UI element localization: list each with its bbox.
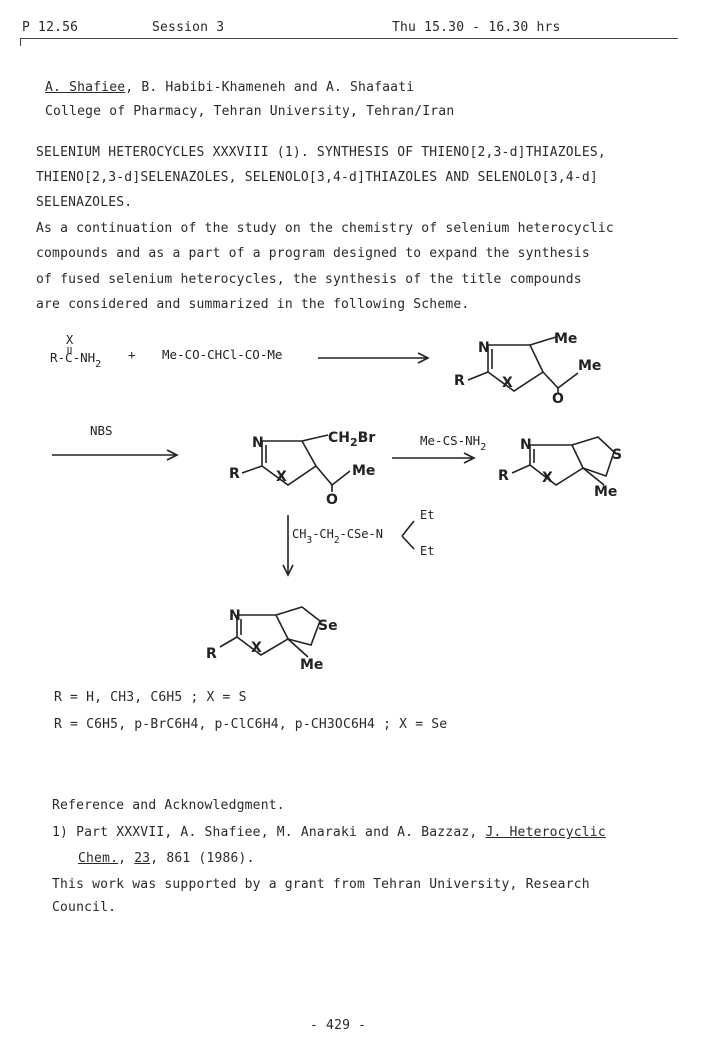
p1-R: R — [454, 373, 465, 389]
title-line-2: THIENO[2,3-d]SELENAZOLES, SELENOLO[3,4-d]THIAZOLES AND SELENOLO[3,4-d] — [36, 170, 598, 185]
reference-1-text: 1) Part XXXVII, A. Shafiee, M. Anaraki and A. Bazzaz, — [52, 825, 486, 840]
p4-R: R — [206, 646, 217, 662]
p2-me: Me — [352, 463, 376, 479]
p2-X: X — [276, 469, 287, 485]
p2-ch2br: $CH_2Br$ — [328, 430, 376, 449]
p1-O: O — [552, 391, 564, 407]
p2-O: O — [326, 492, 338, 508]
reagent-et-bottom: Et — [420, 544, 435, 558]
session-time: Thu 15.30 - 16.30 hrs — [392, 20, 561, 35]
reference-1-cont — [78, 851, 255, 866]
reagent-thioamide: $Me-CS-NH_2$ — [420, 433, 487, 453]
r-definition-1: R = H, CH3, C6H5 ; X = S — [54, 690, 247, 705]
p3-R: R — [498, 468, 509, 484]
p1-me1: Me — [554, 331, 578, 347]
body-line-1: As a continuation of the study on the chemistry of selenium heterocyclic — [36, 221, 614, 236]
reactant1-x: X — [66, 333, 74, 347]
reference-1 — [52, 825, 606, 840]
reactant1-amide: $R-C-NH_2$ — [50, 350, 102, 370]
body-line-3: of fused selenium heterocycles, the synthesis of the title compounds — [36, 272, 582, 287]
p1-me2: Me — [578, 358, 602, 374]
p3-S: S — [612, 447, 623, 463]
acknowledgment-1: This work was supported by a grant from Tehran University, Research — [52, 877, 590, 892]
reference-1-sep: , — [118, 851, 135, 866]
header-rule — [20, 38, 678, 39]
reference-1-pages: , 861 (1986). — [150, 851, 255, 866]
r-definition-2: R = C6H5, p-BrC6H4, p-ClC6H4, p-CH3OC6H4 ; X = Se — [54, 717, 448, 732]
co-authors: , B. Habibi-Khameneh and A. Shafaati — [125, 80, 415, 95]
plus-sign: + — [128, 347, 136, 362]
acknowledgment-2: Council. — [52, 900, 117, 915]
p3-X: X — [542, 470, 553, 486]
body-line-2: compounds and as a part of a program designed to expand the synthesis — [36, 246, 590, 261]
reference-heading: Reference and Acknowledgment. — [52, 798, 285, 813]
p2-N: N — [252, 435, 264, 451]
reagent-selenoamide: $CH_3-CH_2-CSe-N$ — [292, 527, 383, 546]
presenting-author: A. Shafiee — [45, 80, 126, 95]
title-line-3: SELENAZOLES. — [36, 195, 133, 210]
p3-N: N — [520, 437, 532, 453]
p3-me: Me — [594, 484, 618, 500]
p4-me: Me — [300, 657, 324, 673]
session-label: Session 3 — [152, 20, 225, 35]
title-line-1: SELENIUM HETEROCYCLES XXXVIII (1). SYNTHESIS OF THIENO[2,3-d]THIAZOLES, — [36, 145, 606, 160]
body-line-4: are considered and summarized in the following Scheme. — [36, 297, 470, 312]
p4-N: N — [229, 608, 241, 624]
session-code: P 12.56 — [22, 20, 79, 35]
reaction-scheme — [0, 325, 704, 685]
page-number: - 429 - — [310, 1018, 367, 1033]
affiliation: College of Pharmacy, Tehran University, Tehran/Iran — [45, 104, 455, 119]
reference-1-journal-2: Chem. — [78, 851, 119, 866]
p1-N: N — [478, 340, 490, 356]
p1-X: X — [502, 375, 513, 391]
reagent-nbs: NBS — [90, 423, 113, 438]
reference-1-volume: 23 — [134, 851, 151, 866]
reagent-et-top: Et — [420, 508, 435, 522]
p4-Se: Se — [318, 618, 338, 634]
authors-line — [45, 80, 414, 95]
header-rule-tick — [20, 38, 21, 46]
reference-1-journal: J. Heterocyclic — [485, 825, 606, 840]
p4-X: X — [251, 640, 262, 656]
reactant2: Me-CO-CHCl-CO-Me — [162, 347, 283, 362]
p2-R: R — [229, 466, 240, 482]
